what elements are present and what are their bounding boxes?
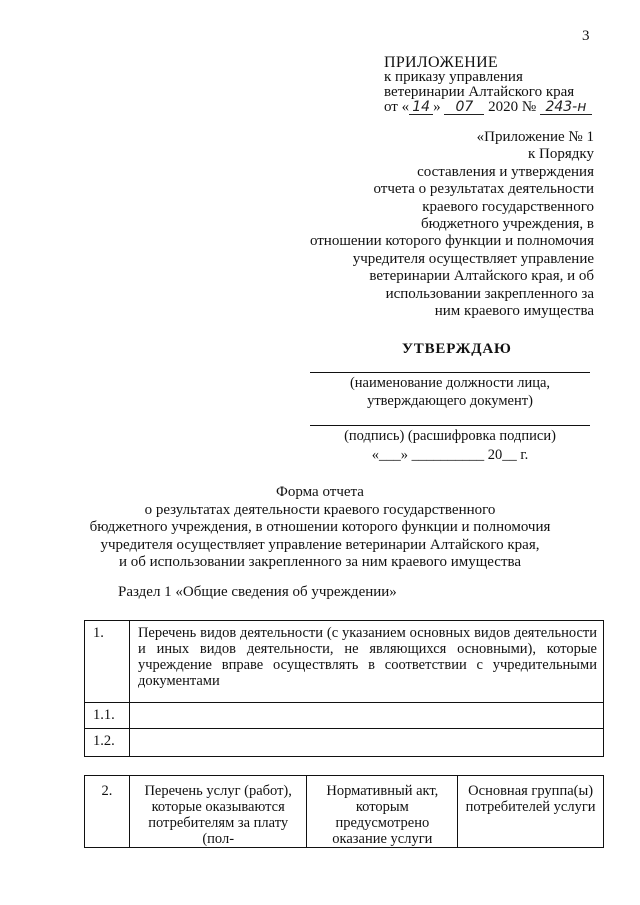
annex-line: бюджетного учреждения, в — [420, 216, 594, 233]
approval-caption — [310, 374, 590, 410]
row-text: Перечень видов деятельности (с указанием основных видов деятельности и иных видов деятельности, не являющихся основными), которые учреждение вправе осуществлять в соответствии с учредительными документами — [129, 621, 603, 703]
normative-act-column-header: Нормативный акт, которым предусмотрено оказание услуги — [307, 776, 458, 848]
table-row — [85, 776, 604, 848]
approval-caption-line1: (наименование должности лица, — [349, 375, 551, 391]
row-text — [129, 703, 603, 729]
signature-caption: (подпись) (расшифровка подписи) — [344, 428, 556, 444]
form-title-line: о результатах деятельности краевого государственного — [144, 501, 496, 518]
annex-reference — [310, 129, 594, 320]
table-row — [85, 621, 604, 703]
approval-title: УТВЕРЖДАЮ — [402, 341, 512, 357]
annex-line: к Порядку — [528, 146, 594, 163]
table-row — [85, 729, 604, 757]
form-title-line: учредителя осуществляет управление ветеринарии Алтайского края, — [100, 536, 540, 553]
appendix-line2: ветеринарии Алтайского края — [384, 84, 575, 100]
form-title — [60, 484, 580, 572]
row-number: 1.1. — [85, 703, 130, 729]
handwritten-month: 07 — [444, 101, 484, 115]
form-title-line: и об использовании закрепленного за ним краевого имущества — [118, 554, 522, 570]
annex-line: «Приложение № 1 — [476, 129, 594, 145]
approval-date-line: «___» __________ 20__ г. — [371, 447, 529, 463]
row-text — [129, 729, 603, 757]
page-number: 3 — [582, 28, 590, 44]
date-prefix: от « — [384, 99, 410, 115]
approval-caption-line2: утверждающего документ) — [367, 393, 533, 409]
form-title-line: Форма отчета — [276, 484, 364, 500]
handwritten-day: 14 — [409, 101, 433, 115]
form-title-line: бюджетного учреждения, в отношении которого функции и полномочия — [89, 519, 551, 535]
annex-line: ветеринарии Алтайского края, и об — [369, 268, 594, 285]
annex-line: отчета о результатах деятельности — [373, 181, 594, 198]
annex-line: ним краевого имущества — [434, 303, 594, 320]
row-number: 1.2. — [85, 729, 130, 757]
annex-line: краевого государственного — [422, 198, 594, 215]
consumer-group-column-header: Основная группа(ы) потребителей услуги — [458, 776, 604, 848]
date-year: 2020 № — [488, 99, 537, 115]
annex-line: составления и утверждения — [417, 163, 594, 180]
annex-line: отношении которого функции и полномочия — [309, 233, 594, 250]
handwritten-order-number: 243-н — [540, 101, 592, 115]
appendix-line1: к приказу управления — [384, 69, 523, 85]
table-row — [85, 703, 604, 729]
section-title: Раздел 1 «Общие сведения об учреждении» — [118, 584, 397, 600]
row-number: 2. — [85, 776, 130, 848]
annex-line: использовании закрепленного за — [385, 285, 594, 302]
date-mid: » — [433, 99, 441, 115]
appendix-header — [384, 55, 592, 115]
services-column-header: Перечень услуг (работ), которые оказываются потребителям за плату (пол- — [129, 776, 307, 848]
signature-line — [310, 425, 590, 426]
row-number: 1. — [85, 621, 130, 703]
position-signature-line — [310, 372, 590, 373]
activities-table — [84, 620, 604, 757]
annex-line: учредителя осуществляет управление — [352, 250, 594, 267]
appendix-date — [384, 100, 592, 115]
appendix-title: ПРИЛОЖЕНИЕ — [384, 54, 499, 71]
services-table — [84, 775, 604, 848]
